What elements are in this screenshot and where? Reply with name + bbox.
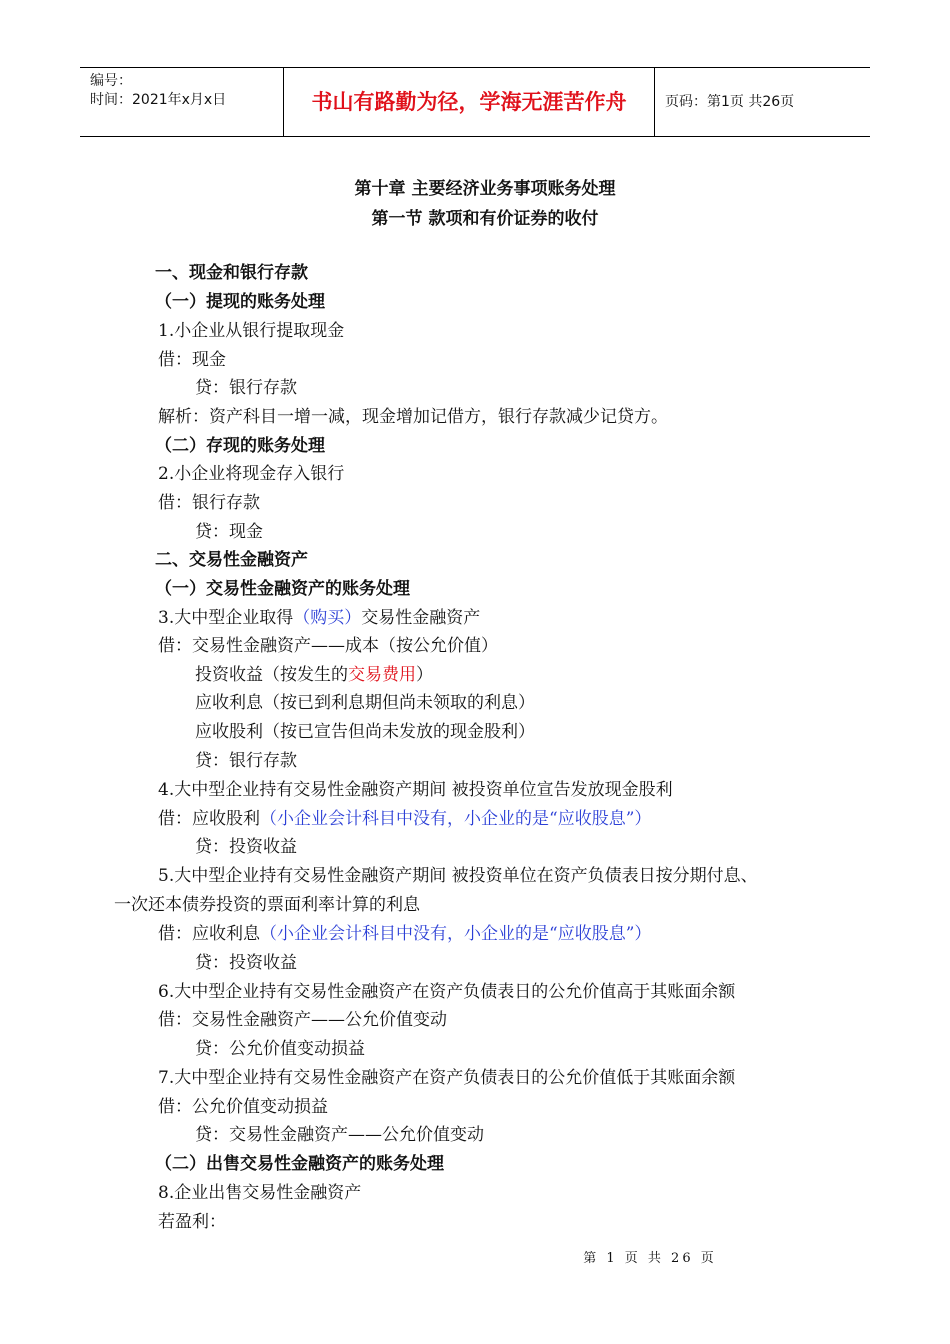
item-3-text: 3.大中型企业取得	[158, 608, 294, 628]
item-4-credit: 贷：投资收益	[195, 837, 297, 857]
item-3-text-end: 交易性金融资产	[361, 608, 481, 628]
heading-cash-bank: 一、现金和银行存款	[155, 263, 308, 283]
item-5-debit	[158, 923, 651, 945]
subheading-withdraw: （一）提现的账务处理	[155, 292, 325, 312]
item-6-credit: 贷：公允价值变动损益	[195, 1039, 365, 1059]
subheading-trading-accounting: （一）交易性金融资产的账务处理	[155, 579, 410, 599]
analysis-text: 解析：资产科目一增一减，现金增加记借方，银行存款减少记贷方。	[158, 407, 668, 427]
heading-trading-assets: 二、交易性金融资产	[155, 550, 308, 570]
item-2-credit: 贷：现金	[195, 522, 263, 542]
item-3-ii-end: ）	[416, 665, 433, 685]
item-6: 6.大中型企业持有交易性金融资产在资产负债表日的公允价值高于其账面余额	[158, 982, 736, 1002]
page-footer: 第 1 页 共 26 页	[583, 1251, 717, 1266]
item-3-investment-income	[195, 664, 433, 686]
item-2-debit: 借：银行存款	[158, 493, 260, 513]
item-8-profit: 若盈利：	[158, 1212, 226, 1232]
item-3-credit: 贷：银行存款	[195, 751, 297, 771]
item-4-debit-text: 借：应收股利	[158, 809, 260, 829]
date-text: 时间：2021年x月x日	[90, 92, 227, 108]
item-5-note: （小企业会计科目中没有，小企业的是“应收股息”）	[260, 924, 652, 944]
item-2: 2.小企业将现金存入银行	[158, 464, 345, 484]
subheading-sale: （二）出售交易性金融资产的账务处理	[155, 1154, 444, 1174]
chapter-title: 第十章 主要经济业务事项账务处理	[354, 179, 616, 199]
subheading-deposit: （二）存现的账务处理	[155, 436, 325, 456]
item-1: 1.小企业从银行提取现金	[158, 321, 345, 341]
item-4: 4.大中型企业持有交易性金融资产期间 被投资单位宣告发放现金股利	[158, 780, 673, 800]
item-4-note: （小企业会计科目中没有，小企业的是“应收股息”）	[260, 809, 652, 829]
item-5-continued: 一次还本债券投资的票面利率计算的利息	[114, 895, 420, 915]
item-3-debit: 借：交易性金融资产——成本（按公允价值）	[158, 636, 498, 656]
item-7-credit: 贷：交易性金融资产——公允价值变动	[195, 1125, 484, 1145]
item-5-credit: 贷：投资收益	[195, 953, 297, 973]
item-7: 7.大中型企业持有交易性金融资产在资产负债表日的公允价值低于其账面余额	[158, 1068, 736, 1088]
item-1-debit: 借：现金	[158, 350, 226, 370]
item-3-note: （购买）	[293, 608, 362, 628]
item-5: 5.大中型企业持有交易性金融资产期间 被投资单位在资产负债表日按分期付息、	[158, 866, 758, 886]
item-3-ii-highlight: 交易费用	[348, 665, 416, 685]
document-header	[80, 67, 870, 137]
item-8: 8.企业出售交易性金融资产	[158, 1183, 362, 1203]
header-page-info: 页码：第1页 共26页	[665, 94, 795, 110]
item-3-ii-text: 投资收益（按发生的	[195, 665, 348, 685]
item-3-interest-receivable: 应收利息（按已到利息期但尚未领取的利息）	[195, 693, 535, 713]
item-1-credit: 贷：银行存款	[195, 378, 297, 398]
section-title: 第一节 款项和有价证券的收付	[371, 209, 599, 229]
item-7-debit: 借：公允价值变动损益	[158, 1097, 328, 1117]
item-3-dividend-receivable: 应收股利（按已宣告但尚未发放的现金股利）	[195, 722, 535, 742]
item-6-debit: 借：交易性金融资产——公允价值变动	[158, 1010, 447, 1030]
item-5-debit-text: 借：应收利息	[158, 924, 260, 944]
item-3	[158, 607, 480, 629]
header-meta	[80, 68, 283, 136]
item-4-debit	[158, 808, 651, 830]
number-label: 编号：	[90, 73, 132, 89]
header-motto: 书山有路勤为径，学海无涯苦作舟	[283, 68, 655, 136]
